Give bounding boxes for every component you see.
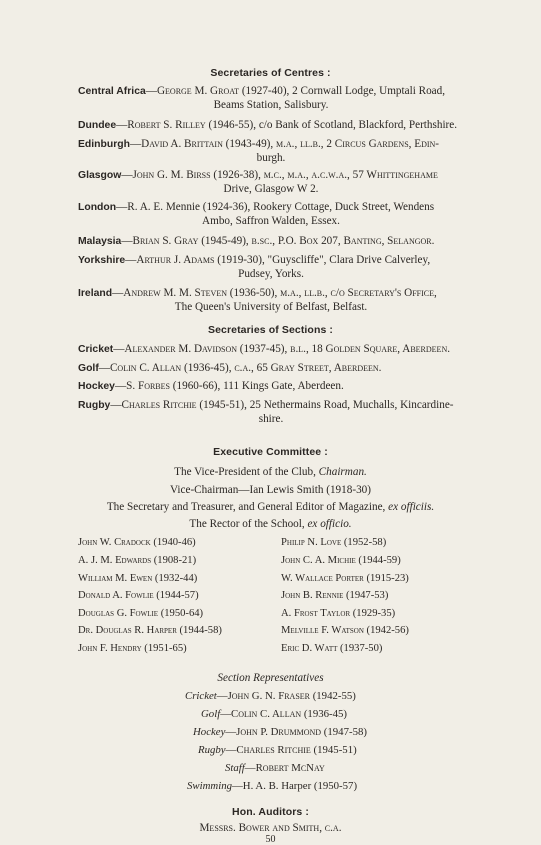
section-representative: Cricket—John G. N. Fraser (1942-55) [185, 690, 356, 702]
section-representative: Rugby—Charles Ritchie (1945-51) [198, 744, 357, 756]
centre-label: London [78, 202, 117, 213]
centre-details: (1926-38), m.c., m.a., a.c.w.a., 57 Whittingehame [210, 169, 438, 181]
centre-secretary-name: John G. M. Birss [132, 169, 211, 181]
centre-secretary-name: Robert S. Rilley [127, 119, 206, 131]
centre-label: Yorkshire [78, 255, 126, 266]
committee-member: Philip N. Love (1952-58) [281, 537, 387, 548]
centres-heading: Secretaries of Centres : [210, 67, 331, 79]
committee-member: John C. A. Michie (1944-59) [281, 555, 401, 566]
centre-secretary-name: David A. Brittain [141, 138, 223, 150]
section-label: Golf [78, 363, 99, 374]
centre-label: Dundee [78, 120, 117, 131]
centre-entry-dundee: Dundee—Robert S. Rilley (1946-55), c/o Bank of Scotland, Blackford, Perthshire. [78, 119, 458, 131]
centre-label: Malaysia [78, 236, 122, 247]
section-details-continued: shire. [258, 412, 284, 425]
section-representative: Golf—Colin C. Allan (1936-45) [201, 708, 348, 720]
auditors: Messrs. Bower and Smith, c.a. [199, 822, 342, 834]
centre-secretary-name: Arthur J. Adams [136, 254, 215, 266]
section-details: (1960-66), 111 Kings Gate, Aberdeen. [169, 380, 344, 392]
committee-member: Eric D. Watt (1937-50) [281, 643, 383, 654]
exec-line: Vice-Chairman—Ian Lewis Smith (1918-30) [170, 484, 371, 496]
section-secretary-name: Charles Ritchie [121, 399, 197, 411]
centre-entry-glasgow: Glasgow—John G. M. Birss (1926-38), m.c., m.a., a.c.w.a., 57 Whittingehame Drive, Glasgow W 2. [78, 169, 464, 196]
executive-committee-heading: Executive Committee : [213, 446, 328, 458]
centre-secretary-name: George M. Groat [156, 85, 240, 97]
centre-details: (1943-49), m.a., ll.b., 2 Circus Gardens, Edin- [222, 138, 440, 150]
centre-details-continued: Drive, Glasgow W 2. [223, 182, 319, 195]
section-entry-golf: Golf—Colin C. Allan (1936-45), c.a., 65 Gray Street, Aberdeen. [78, 362, 382, 374]
centre-details-continued: burgh. [256, 151, 286, 164]
section-secretary-name: Colin C. Allan [109, 362, 182, 374]
centre-label: Edinburgh [78, 139, 130, 150]
section-details: (1937-45), b.l., 18 Golden Square, Aberdeen. [237, 343, 451, 355]
committee-member: John W. Cradock (1940-46) [78, 537, 196, 548]
section-details: (1945-51), 25 Nethermains Road, Muchalls, Kincardine- [196, 399, 454, 411]
committee-member: W. Wallace Porter (1915-23) [281, 573, 409, 584]
centre-entry-ireland: Ireland—Andrew M. M. Steven (1936-50), m.a., ll.b., c/o Secretary's Office, The Queen's University of Belfast, Belfast. [78, 287, 464, 314]
section-secretary-name: Alexander M. Davidson [124, 343, 237, 355]
centre-details: (1919-30), "Guyscliffe", Clara Drive Calverley, [214, 254, 431, 266]
exec-line: The Rector of the School, ex officio. [189, 518, 352, 530]
committee-member: John F. Hendry (1951-65) [78, 643, 187, 654]
page-number: 50 [265, 834, 276, 845]
centre-secretary-name: Andrew M. M. Steven [123, 287, 227, 299]
section-label: Rugby [78, 400, 111, 411]
section-label: Cricket [78, 344, 114, 355]
section-representatives-heading: Section Representatives [217, 672, 324, 684]
exec-line: The Vice-President of the Club, Chairman. [174, 466, 367, 478]
committee-member: Melville F. Watson (1942-56) [281, 625, 409, 636]
section-representative: Staff—Robert McNay [225, 762, 325, 774]
committee-member: Dr. Douglas R. Harper (1944-58) [78, 625, 222, 636]
auditors-heading: Hon. Auditors : [232, 806, 309, 818]
section-entry-cricket: Cricket—Alexander M. Davidson (1937-45), b.l., 18 Golden Square, Aberdeen. [78, 343, 451, 355]
centre-entry-london: London—R. A. E. Mennie (1924-36), Rookery Cottage, Duck Street, Wendens Ambo, Saffron Walden, Essex. [78, 201, 464, 228]
centre-label: Ireland [78, 288, 113, 299]
centre-entry-central-africa: Central Africa—George M. Groat (1927-40), 2 Cornwall Lodge, Umptali Road, Beams Station, Salisbury. [78, 85, 464, 112]
committee-member: A. Frost Taylor (1929-35) [281, 608, 396, 619]
section-label: Hockey [78, 381, 115, 392]
centre-secretary-name: Brian S. Gray [132, 235, 199, 247]
centre-entry-yorkshire: Yorkshire—Arthur J. Adams (1919-30), "Guyscliffe", Clara Drive Calverley, Pudsey, Yorks. [78, 254, 464, 281]
centre-details-continued: Ambo, Saffron Walden, Essex. [202, 214, 340, 227]
sections-heading: Secretaries of Sections : [207, 324, 334, 336]
centre-entry-edinburgh: Edinburgh—David A. Brittain (1943-49), m.a., ll.b., 2 Circus Gardens, Edin- burgh. [78, 138, 464, 165]
centre-details-continued: The Queen's University of Belfast, Belfast. [174, 300, 368, 313]
centre-details: (1927-40), 2 Cornwall Lodge, Umptali Road, [239, 85, 446, 97]
centre-details-continued: Beams Station, Salisbury. [213, 98, 329, 111]
centre-label: Glasgow [78, 170, 122, 181]
committee-member: A. J. M. Edwards (1908-21) [78, 555, 197, 566]
committee-member: William M. Ewen (1932-44) [78, 573, 198, 584]
exec-line: The Secretary and Treasurer, and General Editor of Magazine, ex officiis. [106, 501, 435, 513]
committee-member: Douglas G. Fowlie (1950-64) [78, 608, 204, 619]
section-representative: Hockey—John P. Drummond (1947-58) [193, 726, 367, 738]
centre-details: (1936-50), m.a., ll.b., c/o Secretary's Office, [227, 287, 437, 299]
committee-member: Donald A. Fowlie (1944-57) [78, 590, 199, 601]
section-entry-rugby: Rugby—Charles Ritchie (1945-51), 25 Nethermains Road, Muchalls, Kincardine- shire. [78, 399, 464, 426]
section-representative: Swimming—H. A. B. Harper (1950-57) [187, 780, 358, 792]
centre-details: (1946-55), c/o Bank of Scotland, Blackford, Perthshire. [205, 119, 458, 131]
section-entry-hockey: Hockey—S. Forbes (1960-66), 111 Kings Gate, Aberdeen. [78, 380, 344, 392]
centre-label: Central Africa [78, 86, 146, 97]
committee-member: John B. Rennie (1947-53) [281, 590, 389, 601]
centre-secretary-name: R. A. E. Mennie [127, 201, 200, 213]
section-secretary-name: S. Forbes [126, 380, 170, 392]
centre-details: (1945-49), b.sc., P.O. Box 207, Banting, Selangor. [198, 235, 435, 247]
section-details: (1936-45), c.a., 65 Gray Street, Aberdeen. [181, 362, 382, 374]
centre-entry-malaysia: Malaysia—Brian S. Gray (1945-49), b.sc., P.O. Box 207, Banting, Selangor. [78, 235, 435, 247]
centre-details-continued: Pudsey, Yorks. [238, 267, 304, 280]
centre-details: (1924-36), Rookery Cottage, Duck Street, Wendens [200, 201, 435, 213]
